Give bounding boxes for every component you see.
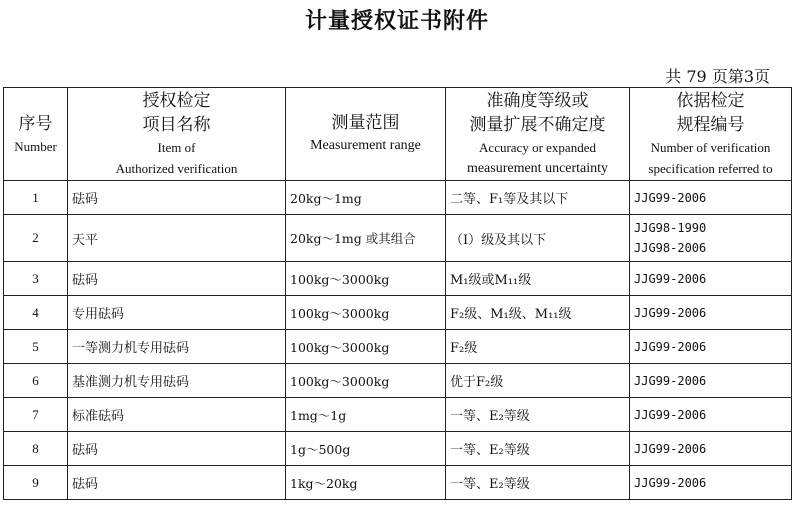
header-accuracy-en1: Accuracy or expanded [479, 139, 596, 155]
row-item: 专用砝码 [68, 296, 286, 330]
spec-code: JJG99-2006 [634, 475, 707, 490]
row-spec [630, 262, 792, 296]
row-range: 1g～500g [286, 432, 446, 466]
row-accuracy: 优于F₂级 [446, 364, 630, 398]
row-spec [630, 466, 792, 500]
row-accuracy: M₁级或M₁₁级 [446, 262, 630, 296]
document-title: 计量授权证书附件 [304, 9, 489, 34]
row-item: 天平 [68, 215, 286, 262]
table-row [4, 330, 792, 364]
page-counter: 共 79 页第3页 [665, 67, 770, 86]
row-number: 9 [4, 466, 68, 500]
header-accuracy [446, 88, 630, 181]
table-row [4, 181, 792, 215]
header-accuracy-cn2: 测量扩展不确定度 [469, 114, 606, 135]
header-spec-en1: Number of verification [650, 140, 771, 155]
header-item-cn2: 项目名称 [142, 115, 211, 135]
spec-code: JJG99-2006 [634, 441, 707, 456]
row-accuracy: F₂级、M₁级、M₁₁级 [446, 296, 630, 330]
table-row [4, 398, 792, 432]
header-row [4, 88, 792, 181]
header-item-cn1: 授权检定 [142, 91, 211, 111]
spec-code: JJG98-1990 [634, 221, 707, 235]
row-number: 6 [4, 364, 68, 398]
header-range [286, 88, 446, 181]
header-range-en: Measurement range [310, 138, 421, 153]
row-range: 20kg～1mg [286, 181, 446, 215]
spec-code: JJG99-2006 [634, 305, 707, 320]
header-accuracy-en2: measurement uncertainty [466, 160, 609, 176]
spec-code: JJG99-2006 [634, 407, 707, 422]
row-number: 4 [4, 296, 68, 330]
row-item: 一等测力机专用砝码 [68, 330, 286, 364]
row-item: 砝码 [68, 432, 286, 466]
header-spec-en2: specification referred to [648, 161, 773, 176]
table-row [4, 466, 792, 500]
header-item-en2: Authorized verification [115, 161, 238, 176]
row-range: 1kg～20kg [286, 466, 446, 500]
row-accuracy: F₂级 [446, 330, 630, 364]
spec-code: JJG98-2006 [634, 241, 707, 255]
row-accuracy: 一等、E₂等级 [446, 432, 630, 466]
row-item: 砝码 [68, 262, 286, 296]
spec-code: JJG99-2006 [634, 190, 707, 205]
spec-code: JJG99-2006 [634, 339, 707, 354]
row-number: 1 [4, 181, 68, 215]
row-accuracy: （I）级及其以下 [446, 215, 630, 262]
header-item-en1: Item of [157, 140, 196, 155]
spec-code: JJG99-2006 [634, 373, 707, 388]
row-spec [630, 330, 792, 364]
table-row [4, 432, 792, 466]
row-accuracy: 一等、E₂等级 [446, 466, 630, 500]
header-range-cn: 测量范围 [331, 113, 400, 133]
row-range: 20kg～1mg 或其组合 [286, 215, 446, 262]
table-row [4, 215, 792, 262]
row-spec [630, 181, 792, 215]
table-row [4, 262, 792, 296]
row-number: 3 [4, 262, 68, 296]
row-item: 砝码 [68, 466, 286, 500]
row-number: 7 [4, 398, 68, 432]
header-seq-cn: 序号 [18, 113, 53, 134]
row-item: 基准测力机专用砝码 [68, 364, 286, 398]
header-spec [630, 88, 792, 181]
row-spec [630, 398, 792, 432]
row-spec [630, 296, 792, 330]
row-accuracy: 一等、E₂等级 [446, 398, 630, 432]
table-row [4, 364, 792, 398]
row-range: 100kg～3000kg [286, 296, 446, 330]
header-accuracy-cn1: 准确度等级或 [486, 90, 589, 111]
header-item [68, 88, 286, 181]
header-spec-cn2: 规程编号 [676, 115, 745, 135]
row-spec [630, 432, 792, 466]
row-range: 1mg～1g [286, 398, 446, 432]
row-item: 标准砝码 [68, 398, 286, 432]
row-range: 100kg～3000kg [286, 364, 446, 398]
row-number: 5 [4, 330, 68, 364]
header-seq-en: Number [14, 138, 57, 154]
row-range: 100kg～3000kg [286, 330, 446, 364]
row-spec [630, 364, 792, 398]
row-accuracy: 二等、F₁等及其以下 [446, 181, 630, 215]
row-spec [630, 215, 792, 262]
row-range: 100kg～3000kg [286, 262, 446, 296]
row-number: 2 [4, 215, 68, 262]
spec-code: JJG99-2006 [634, 271, 707, 286]
certificate-table [3, 87, 792, 500]
header-spec-cn1: 依据检定 [676, 91, 745, 111]
row-item: 砝码 [68, 181, 286, 215]
table-row [4, 296, 792, 330]
header-seq [4, 88, 68, 181]
row-number: 8 [4, 432, 68, 466]
